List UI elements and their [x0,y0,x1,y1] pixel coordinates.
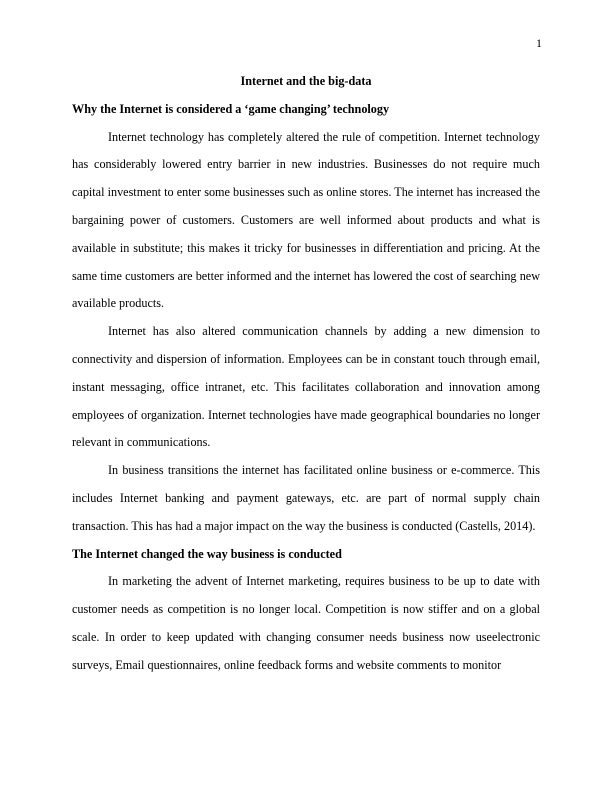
paragraph: In business transitions the internet has facilitated online business or e-commerce. This includes Internet banking and payment gateways, etc. are part of normal supply chain transaction. This has had a major impact on the way the business is conducted (Castells, 2014). [72,463,540,533]
section-heading: Why the Internet is considered a ‘game changing’ technology [72,101,390,116]
section-heading: The Internet changed the way business is conducted [72,546,342,561]
page-number: 1 [536,36,542,50]
document-body [72,68,540,680]
paragraph: Internet technology has completely altered the rule of competition. Internet technology has considerably lowered entry barrier in new industries. Businesses do not require much capital investment to enter some businesses such as online stores. The internet has increased the bargaining power of customers. Customers are well informed about products and what is available in substitute; this makes it tricky for businesses in differentiation and pricing. At the same time customers are better informed and the internet has lowered the cost of searching new available products. [72,129,540,311]
paragraph: In marketing the advent of Internet marketing, requires business to be up to date with customer needs as competition is no longer local. Competition is now stiffer and on a global scale. In order to keep updated with changing consumer needs business now useelectronic surveys, Email questionnaires, online feedback forms and website comments to monitor [72,574,540,672]
paragraph: Internet has also altered communication channels by adding a new dimension to connectivity and dispersion of information. Employees can be in constant touch through email, instant messaging, office intranet, etc. This facilitates collaboration and innovation among employees of organization. Internet technologies have made geographical boundaries no longer relevant in communications. [72,324,540,450]
document-title: Internet and the big-data [240,74,372,88]
